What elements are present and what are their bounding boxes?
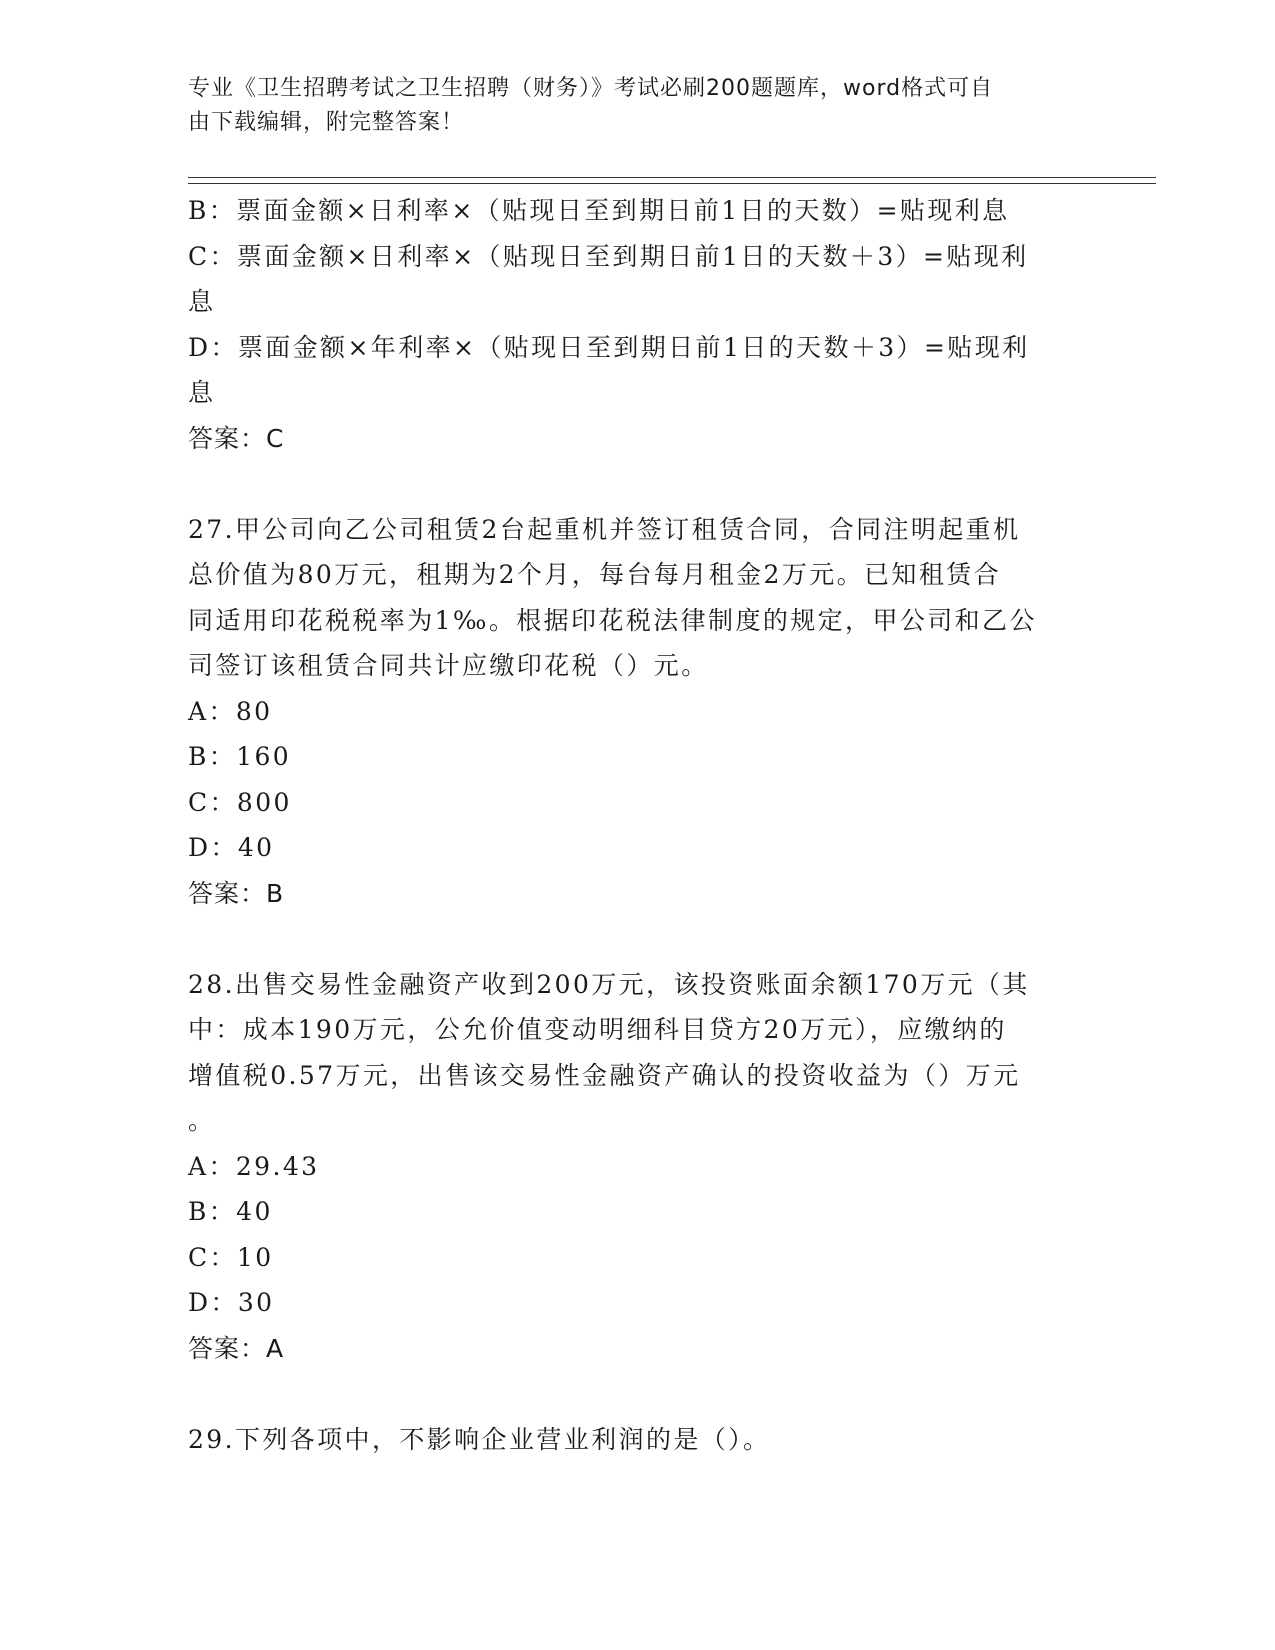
question-27: [188, 507, 1088, 917]
q28-stem-line-4: 。: [188, 1106, 216, 1135]
q28-answer: 答案：A: [188, 1333, 285, 1363]
q27-stem-line-2: 总价值为80万元，租期为2个月，每台每月租金2万元。已知租赁合: [188, 560, 1002, 589]
question-26: [188, 188, 1088, 461]
q28-option-c: C：10: [188, 1242, 274, 1272]
q27-option-c: C：800: [188, 787, 292, 817]
q27-option-b: B：160: [188, 742, 292, 771]
header-divider-bottom: [188, 183, 1156, 184]
q27-stem-line-1: 27.甲公司向乙公司租赁2台起重机并签订租赁合同，合同注明起重机: [188, 514, 1021, 544]
q28-stem-line-2: 中：成本190万元，公允价值变动明细科目贷方20万元），应缴纳的: [188, 1015, 1007, 1044]
q26-option-d-line-1: D：票面金额×年利率×（贴现日至到期日前1日的天数＋3）=贴现利: [188, 332, 1030, 362]
q26-option-c-line-1: C：票面金额×日利率×（贴现日至到期日前1日的天数＋3）=贴现利: [188, 241, 1029, 271]
q27-option-d: D：40: [188, 833, 275, 862]
q26-option-b: B：票面金额×日利率×（贴现日至到期日前1日的天数）=贴现利息: [188, 196, 1010, 225]
q27-option-a: A：80: [188, 696, 273, 726]
q28-stem-line-1: 28.出售交易性金融资产收到200万元，该投资账面余额170万元（其: [188, 969, 1030, 999]
q27-stem-line-3: 同适用印花税税率为1‰。根据印花税法律制度的规定，甲公司和乙公: [188, 605, 1037, 635]
q28-option-b: B：40: [188, 1197, 273, 1226]
q28-option-d: D：30: [188, 1288, 275, 1317]
q27-stem-line-4: 司签订该租赁合同共计应缴印花税（）元。: [188, 651, 709, 680]
q27-answer: 答案：B: [188, 878, 285, 908]
header-divider-top: [188, 177, 1156, 178]
spacer: [188, 916, 1088, 962]
document-header: [188, 72, 1068, 140]
q28-stem-line-3: 增值税0.57万元，出售该交易性金融资产确认的投资收益为（）万元: [188, 1060, 1021, 1090]
q26-answer: 答案：C: [188, 423, 285, 453]
document-body: [188, 188, 1088, 1462]
q26-option-d-line-2: 息: [188, 378, 216, 407]
q28-option-a: A：29.43: [188, 1151, 320, 1181]
spacer: [188, 1371, 1088, 1417]
question-29: [188, 1417, 1088, 1463]
q29-stem-line-1: 29.下列各项中，不影响企业营业利润的是（）。: [188, 1424, 771, 1454]
header-title-line-1: 专业《卫生招聘考试之卫生招聘（财务）》考试必刷200题题库，word格式可自: [188, 76, 994, 101]
question-28: [188, 962, 1088, 1372]
header-title-line-2: 由下载编辑，附完整答案！: [188, 110, 465, 135]
spacer: [188, 461, 1088, 507]
q26-option-c-line-2: 息: [188, 287, 216, 316]
